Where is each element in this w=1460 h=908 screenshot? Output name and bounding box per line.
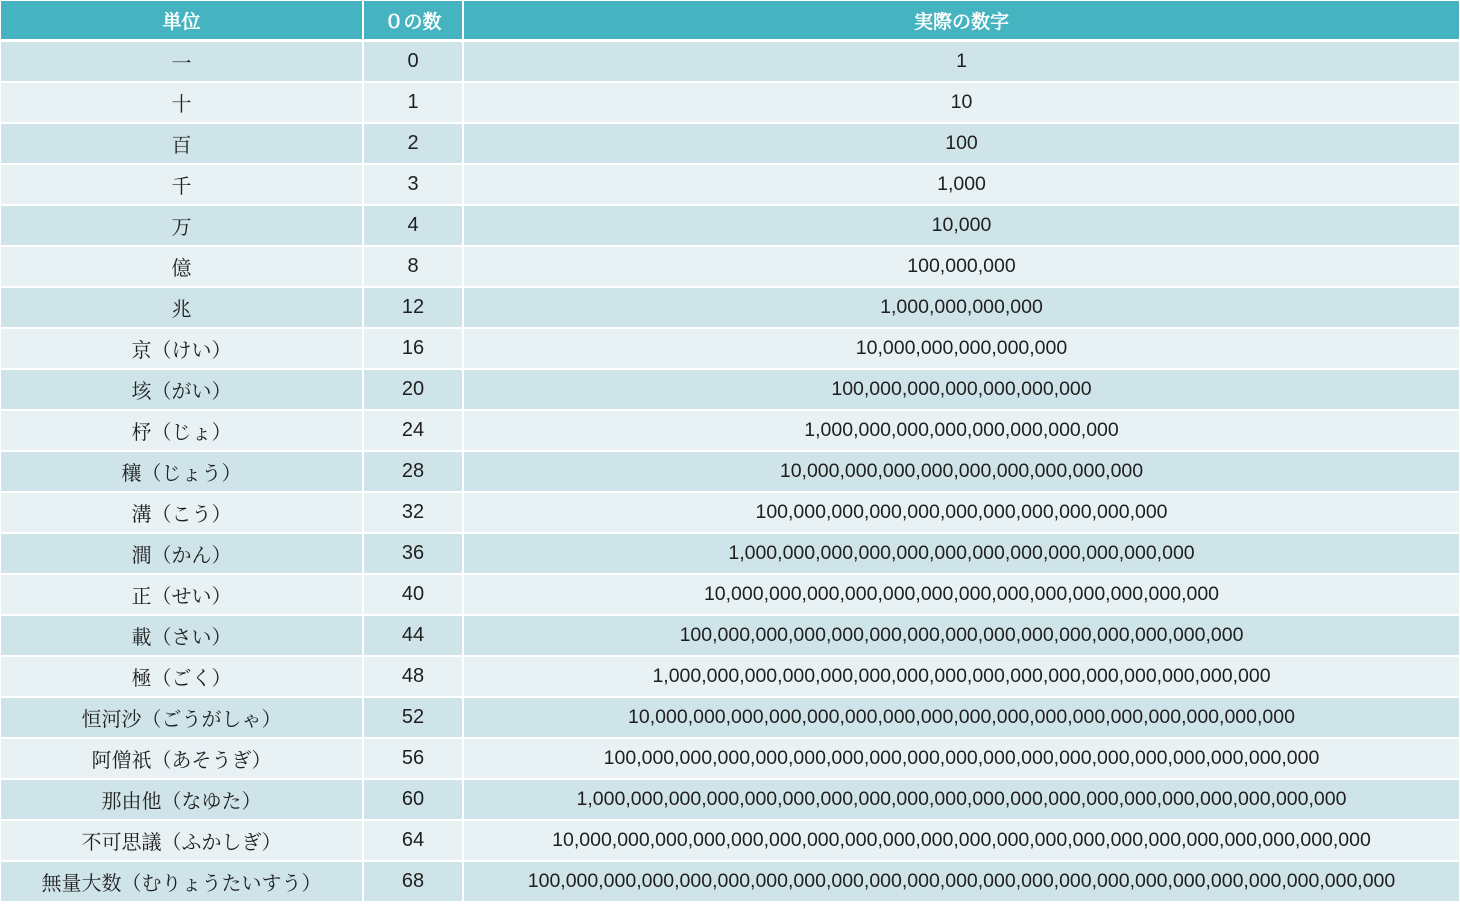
unit-cell: 不可思議（ふかしぎ） [1,820,363,861]
unit-cell: 恒河沙（ごうがしゃ） [1,697,363,738]
zero-count-cell: 48 [363,656,463,697]
unit-cell: 京（けい） [1,328,363,369]
actual-number-cell: 10,000,000,000,000,000,000,000,000,000,000,000,000,000 [463,574,1459,615]
unit-cell: 那由他（なゆた） [1,779,363,820]
actual-number-cell: 1,000,000,000,000,000,000,000,000,000,000,000,000 [463,533,1459,574]
table-row [1,41,1459,83]
table-row [1,205,1459,246]
table-row [1,574,1459,615]
table-row [1,164,1459,205]
actual-number-cell: 10,000 [463,205,1459,246]
table-row [1,82,1459,123]
unit-cell: 澗（かん） [1,533,363,574]
unit-cell: 万 [1,205,363,246]
zero-count-cell: 12 [363,287,463,328]
unit-cell: 無量大数（むりょうたいすう） [1,861,363,902]
header-row [1,1,1459,41]
unit-cell: 十 [1,82,363,123]
actual-number-cell: 100,000,000,000,000,000,000,000,000,000,000,000,000,000,000,000,000,000,000,000,000,000,000 [463,861,1459,902]
unit-cell: 正（せい） [1,574,363,615]
zero-count-cell: 64 [363,820,463,861]
actual-number-cell: 1,000,000,000,000,000,000,000,000,000,000,000,000,000,000,000,000 [463,656,1459,697]
unit-cell: 阿僧祇（あそうぎ） [1,738,363,779]
table-row [1,820,1459,861]
unit-cell: 兆 [1,287,363,328]
actual-number-cell: 10,000,000,000,000,000,000,000,000,000,000,000,000,000,000,000,000,000 [463,697,1459,738]
table-row [1,246,1459,287]
table-row [1,287,1459,328]
table-row [1,656,1459,697]
unit-cell: 載（さい） [1,615,363,656]
zero-count-cell: 56 [363,738,463,779]
actual-number-cell: 100,000,000 [463,246,1459,287]
table-row [1,697,1459,738]
header-actual-number: 実際の数字 [463,1,1459,41]
actual-number-cell: 10,000,000,000,000,000,000,000,000,000,000,000,000,000,000,000,000,000,000,000,000,000 [463,820,1459,861]
unit-cell: 極（ごく） [1,656,363,697]
zero-count-cell: 20 [363,369,463,410]
zero-count-cell: 28 [363,451,463,492]
actual-number-cell: 100,000,000,000,000,000,000,000,000,000,000,000,000,000,000 [463,615,1459,656]
unit-cell: 杼（じょ） [1,410,363,451]
table-row [1,779,1459,820]
table-row [1,123,1459,164]
actual-number-cell: 100,000,000,000,000,000,000 [463,369,1459,410]
actual-number-cell: 1,000,000,000,000 [463,287,1459,328]
table-row [1,451,1459,492]
zero-count-cell: 3 [363,164,463,205]
actual-number-cell: 1,000,000,000,000,000,000,000,000 [463,410,1459,451]
units-table [1,1,1459,903]
actual-number-cell: 1,000 [463,164,1459,205]
table-row [1,738,1459,779]
unit-cell: 百 [1,123,363,164]
table-row [1,492,1459,533]
zero-count-cell: 16 [363,328,463,369]
header-unit: 単位 [1,1,363,41]
zero-count-cell: 1 [363,82,463,123]
actual-number-cell: 10,000,000,000,000,000 [463,328,1459,369]
unit-cell: 億 [1,246,363,287]
actual-number-cell: 100,000,000,000,000,000,000,000,000,000,000 [463,492,1459,533]
actual-number-cell: 100 [463,123,1459,164]
unit-cell: 穰（じょう） [1,451,363,492]
zero-count-cell: 0 [363,41,463,83]
header-zero-count: ０の数 [363,1,463,41]
table-row [1,615,1459,656]
zero-count-cell: 2 [363,123,463,164]
table-row [1,328,1459,369]
actual-number-cell: 10 [463,82,1459,123]
actual-number-cell: 1,000,000,000,000,000,000,000,000,000,000,000,000,000,000,000,000,000,000,000,000 [463,779,1459,820]
table-row [1,533,1459,574]
unit-cell: 溝（こう） [1,492,363,533]
zero-count-cell: 40 [363,574,463,615]
unit-cell: 一 [1,41,363,83]
zero-count-cell: 44 [363,615,463,656]
table-row [1,410,1459,451]
unit-cell: 千 [1,164,363,205]
unit-cell: 垓（がい） [1,369,363,410]
zero-count-cell: 68 [363,861,463,902]
actual-number-cell: 1 [463,41,1459,83]
zero-count-cell: 60 [363,779,463,820]
zero-count-cell: 52 [363,697,463,738]
zero-count-cell: 32 [363,492,463,533]
zero-count-cell: 8 [363,246,463,287]
table-row [1,861,1459,902]
zero-count-cell: 24 [363,410,463,451]
table-row [1,369,1459,410]
actual-number-cell: 100,000,000,000,000,000,000,000,000,000,000,000,000,000,000,000,000,000,000 [463,738,1459,779]
zero-count-cell: 36 [363,533,463,574]
zero-count-cell: 4 [363,205,463,246]
actual-number-cell: 10,000,000,000,000,000,000,000,000,000 [463,451,1459,492]
